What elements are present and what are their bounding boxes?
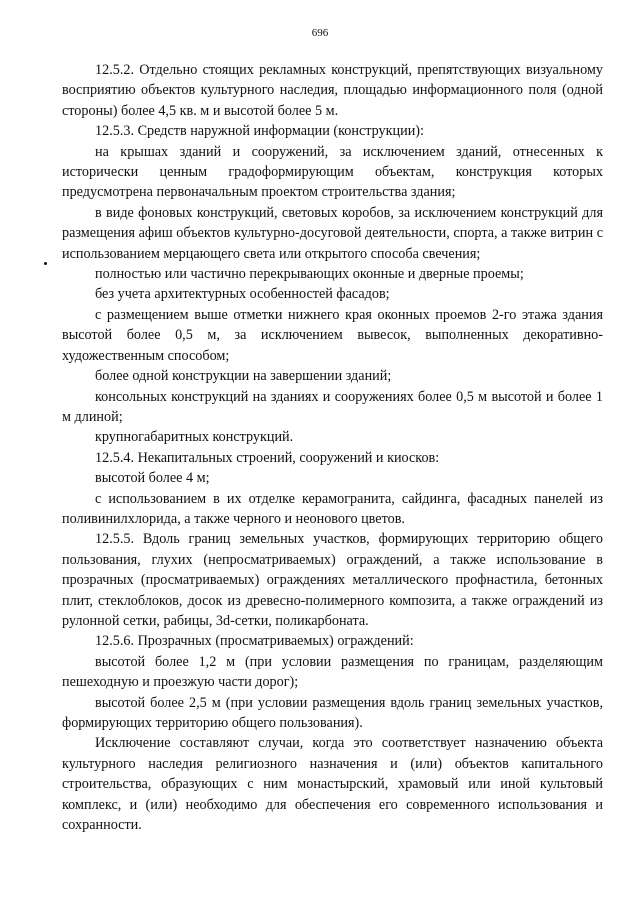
paragraph: высотой более 1,2 м (при условии размещения по границам, разделяющим пешеходную и проезжую части дорог); xyxy=(62,653,603,691)
paragraph: 12.5.2. Отдельно стоящих рекламных конструкций, препятствующих визуальному восприятию объектов культурного наследия, площадью информационного поля (одной стороны) более 4,5 кв. м и высотой более 5 м. xyxy=(62,62,603,119)
paragraph: 12.5.6. Прозрачных (просматриваемых) ограждений: xyxy=(95,633,414,650)
paragraph: 12.5.3. Средств наружной информации (конструкции): xyxy=(95,123,424,140)
paragraph: с размещением выше отметки нижнего края оконных проемов 2-го этажа здания высотой более 0,5 м, за исключением вывесок, выполненных декоративно-художественным способом; xyxy=(62,306,603,364)
document-body xyxy=(62,60,603,835)
paragraph: полностью или частично перекрывающих оконные и дверные проемы; xyxy=(95,266,524,283)
paragraph: высотой более 4 м; xyxy=(95,470,210,487)
paragraph: более одной конструкции на завершении зданий; xyxy=(95,368,392,385)
paragraph: крупногабаритных конструкций. xyxy=(95,429,294,446)
page-number: 696 xyxy=(311,27,329,39)
paragraph: 12.5.4. Некапитальных строений, сооружений и киосков: xyxy=(95,449,440,466)
paragraph: консольных конструкций на зданиях и сооружениях более 0,5 м высотой и более 1 м длиной; xyxy=(62,388,603,425)
paragraph: с использованием в их отделке керамогранита, сайдинга, фасадных панелей из поливинилхлорида, а также черного и неонового цветов. xyxy=(62,490,603,527)
paragraph: высотой более 2,5 м (при условии размещения вдоль границ земельных участков, формирующих территорию общего пользования). xyxy=(62,694,603,731)
paragraph: в виде фоновых конструкций, световых коробов, за исключением конструкций для размещения афиш объектов культурно-досуговой деятельности, спорта, а также витрин с использованием мерцающего света или открытого способа свечения; xyxy=(62,204,603,262)
paragraph: без учета архитектурных особенностей фасадов; xyxy=(95,286,390,303)
scan-speck xyxy=(44,262,47,265)
paragraph: Исключение составляют случаи, когда это соответствует назначению объекта культурного наследия религиозного назначения и (или) объектов капитального строительства, образующих с ним монастырский, храмовый или иной культовый комплекс, и (или) необходимо для обеспечения его современного использования и сохранности. xyxy=(62,735,603,834)
paragraph: на крышах зданий и сооружений, за исключением зданий, отнесенных к исторически ценным градоформирующим объектам, конструкция которых предусмотрена первоначальным проектом строительства здания; xyxy=(62,143,603,201)
paragraph: 12.5.5. Вдоль границ земельных участков, формирующих территорию общего пользования, глухих (непросматриваемых) ограждений, а также использование в прозрачных (просматриваемых) ограждениях металлического профнастила, бетонных плит, стеклоблоков, досок из древесно-полимерного композита, а также ограждений из рулонной сетки, рабицы, 3d-сетки, поликарбоната. xyxy=(62,531,603,629)
